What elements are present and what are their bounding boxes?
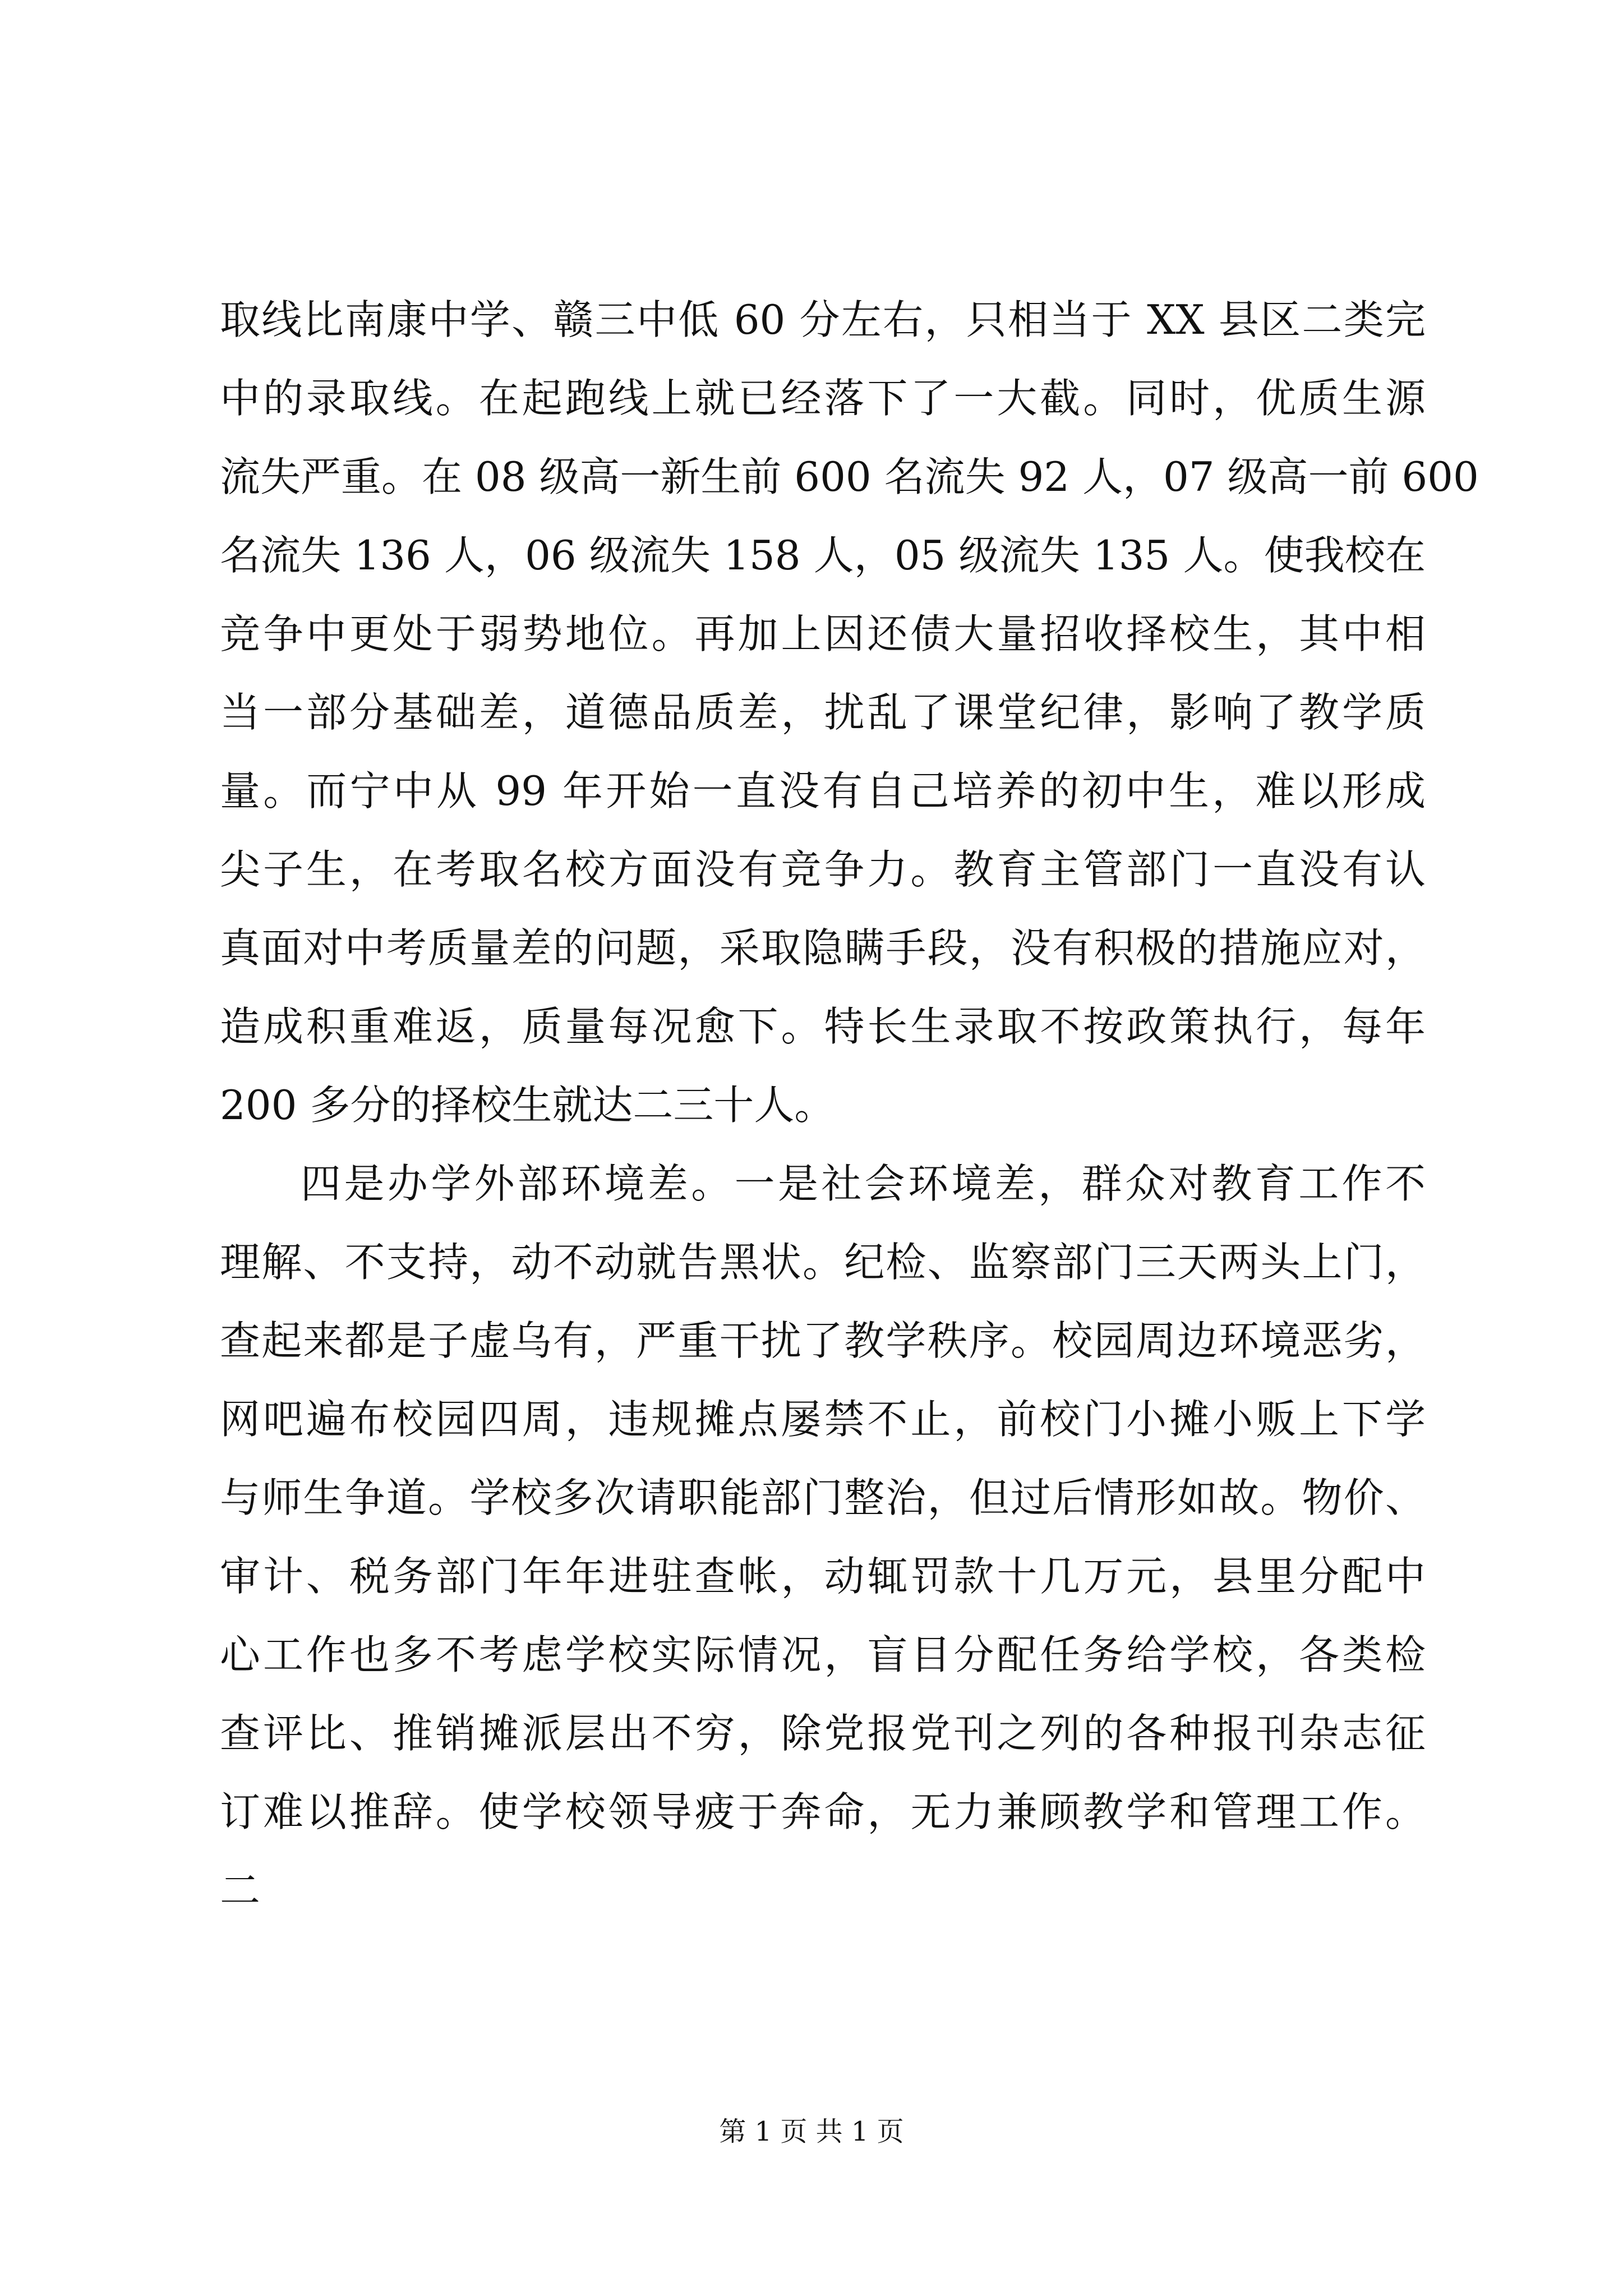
page-footer: 第 1 页 共 1 页 [719, 2116, 904, 2147]
text-line: 订难以推辞。使学校领导疲于奔命，无力兼顾教学和管理工作。 [220, 1788, 1426, 1835]
text-line: 真面对中考质量差的问题，采取隐瞒手段，没有积极的措施应对， [220, 924, 1426, 972]
text-line: 与师生争道。学校多次请职能部门整治，但过后情形如故。物价、 [220, 1474, 1426, 1521]
text-line: 取线比南康中学、赣三中低 60 分左右，只相当于 XX 县区二类完 [220, 296, 1426, 343]
text-line: 尖子生，在考取名校方面没有竞争力。教育主管部门一直没有认 [220, 846, 1426, 893]
text-line: 造成积重难返，质量每况愈下。特长生录取不按政策执行，每年 [220, 1003, 1426, 1050]
text-line: 二 [220, 1867, 261, 1914]
text-line: 200 多分的择校生就达二三十人。 [220, 1082, 835, 1129]
text-line: 心工作也多不考虑学校实际情况，盲目分配任务给学校，各类检 [220, 1631, 1426, 1678]
text-line: 查起来都是子虚乌有，严重干扰了教学秩序。校园周边环境恶劣， [220, 1317, 1426, 1364]
text-line: 查评比、推销摊派层出不穷，除党报党刊之列的各种报刊杂志征 [220, 1710, 1426, 1757]
text-line: 当一部分基础差，道德品质差，扰乱了课堂纪律，影响了教学质 [220, 689, 1426, 736]
text-line: 网吧遍布校园四周，违规摊点屡禁不止，前校门小摊小贩上下学 [220, 1396, 1426, 1443]
document-body [220, 280, 1479, 1930]
text-line: 名流失 136 人，06 级流失 158 人，05 级流失 135 人。使我校在 [220, 532, 1426, 579]
text-line: 中的录取线。在起跑线上就已经落下了一大截。同时，优质生源 [220, 375, 1426, 422]
text-line: 审计、税务部门年年进驻查帐，动辄罚款十几万元，县里分配中 [220, 1553, 1426, 1600]
text-line: 理解、不支持，动不动就告黑状。纪检、监察部门三天两头上门， [220, 1239, 1426, 1286]
text-line: 流失严重。在 08 级高一新生前 600 名流失 92 人，07 级高一前 600 [220, 453, 1479, 500]
text-line: 竞争中更处于弱势地位。再加上因还债大量招收择校生，其中相 [220, 610, 1426, 657]
text-line: 量。而宁中从 99 年开始一直没有自己培养的初中生，难以形成 [220, 767, 1426, 815]
paragraph-first-line: 四是办学外部环境差。一是社会环境差，群众对教育工作不 [301, 1160, 1426, 1207]
